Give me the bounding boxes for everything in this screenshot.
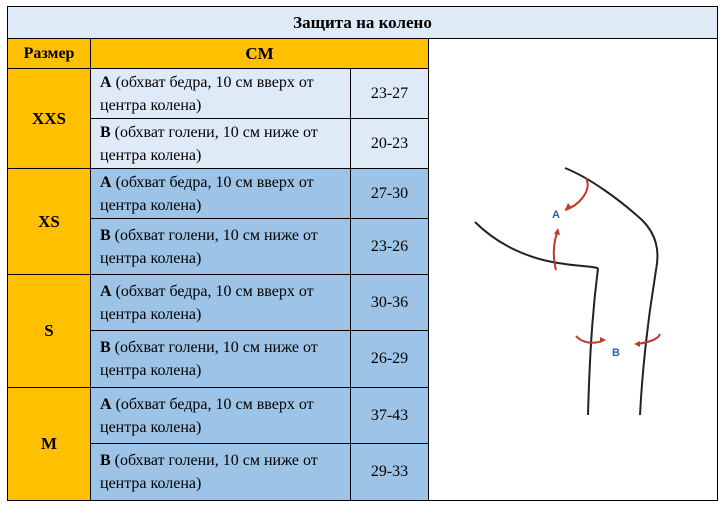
size-label: M <box>8 388 91 501</box>
measure-b-value: 23-26 <box>351 219 429 275</box>
measure-b-value: 26-29 <box>351 331 429 388</box>
measure-a-desc: A (обхват бедра, 10 см вверх от центра колена) <box>91 169 351 219</box>
arrow-b-left-head <box>600 337 606 343</box>
measure-a-value: 30-36 <box>351 275 429 331</box>
thigh-top-outline <box>565 168 657 415</box>
measure-b-desc: B (обхват голени, 10 см ниже от центра колена) <box>91 219 351 275</box>
label-b: B <box>612 347 620 359</box>
knee-diagram <box>470 160 670 420</box>
header-size: Размер <box>8 39 91 69</box>
measure-b-desc: B (обхват голени, 10 см ниже от центра колена) <box>91 119 351 169</box>
arrow-b-left <box>576 336 604 343</box>
measure-a-desc: A (обхват бедра, 10 см вверх от центра колена) <box>91 388 351 444</box>
measure-a-value: 23-27 <box>351 69 429 119</box>
size-label: XS <box>8 169 91 275</box>
measure-a-desc: A (обхват бедра, 10 см вверх от центра колена) <box>91 69 351 119</box>
header-cm: СМ <box>91 39 429 69</box>
measure-a-value: 27-30 <box>351 169 429 219</box>
arrow-a-lower-head <box>554 228 560 235</box>
arrow-b-right-head <box>634 341 640 347</box>
measure-a-desc: A (обхват бедра, 10 см вверх от центра колена) <box>91 275 351 331</box>
measure-b-value: 29-33 <box>351 444 429 501</box>
measure-a-value: 37-43 <box>351 388 429 444</box>
label-a: A <box>552 209 560 221</box>
measure-b-desc: B (обхват голени, 10 см ниже от центра колена) <box>91 331 351 388</box>
measure-b-desc: B (обхват голени, 10 см ниже от центра колена) <box>91 444 351 501</box>
measure-b-value: 20-23 <box>351 119 429 169</box>
thigh-bottom-outline <box>475 222 598 268</box>
size-label: S <box>8 275 91 388</box>
arrow-a-lower <box>554 230 558 270</box>
table-title: Защита на колено <box>8 7 718 39</box>
size-label: XXS <box>8 69 91 169</box>
